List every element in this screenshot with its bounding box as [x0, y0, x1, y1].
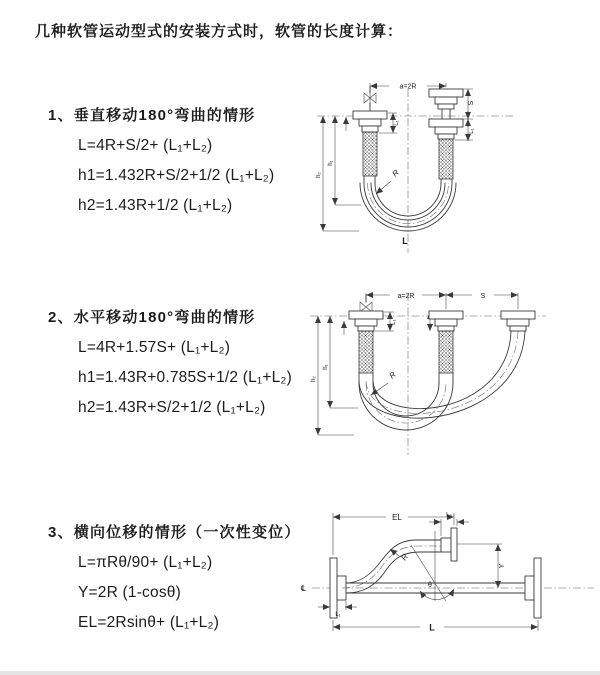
section-1-title: 垂直移动180°弯曲的情形: [73, 107, 256, 124]
radius-label: R: [387, 369, 398, 381]
centerline-symbol: ℄: [301, 584, 307, 593]
braided-section: [439, 331, 453, 373]
dimension-y: [457, 544, 506, 588]
section-2-heading: [48, 306, 292, 327]
section-1-formulas: [78, 131, 274, 221]
upper-flange-displaced: [441, 528, 457, 561]
section-3: [48, 521, 301, 638]
section-1-number: 1、: [48, 107, 74, 124]
dimension-el: [333, 513, 454, 555]
section-2: [48, 306, 292, 423]
braided-section: [363, 132, 377, 176]
formula-length: L=4R+1.57S+ (L₁+L₂): [78, 339, 231, 356]
formula-length: L=πRθ/90+ (L₁+L₂): [78, 554, 213, 571]
valve-symbol: [360, 295, 372, 312]
radius-callout: [390, 549, 410, 562]
dimension-span-travel: [366, 293, 518, 309]
radius-callout: [376, 168, 401, 194]
middle-fitting: [429, 311, 463, 373]
centerlines: [317, 89, 513, 253]
h1-dim-label: h₁: [328, 160, 334, 166]
section-3-number: 3、: [48, 524, 74, 541]
braided-section: [359, 331, 373, 373]
section-2-formulas: [78, 333, 292, 423]
fitting-dim-label: L₁: [394, 120, 400, 126]
page-bottom-edge: [0, 671, 600, 675]
theta-label: θ: [428, 582, 432, 589]
section-1-heading: [48, 104, 274, 125]
fitting-dim-label: L₁: [469, 128, 475, 134]
formula-h2: h2=1.43R+1/2 (L₁+L₂): [78, 197, 233, 214]
diagram-lateral-s-bend: [298, 503, 598, 648]
section-2-number: 2、: [48, 309, 74, 326]
dimension-fitting-left: [318, 601, 357, 618]
formula-y: Y=2R (1-cosθ): [78, 584, 181, 601]
dimension-heights: [311, 316, 358, 435]
section-2-title: 水平移动180°弯曲的情形: [73, 309, 256, 326]
radius-label: R: [399, 552, 410, 563]
span-dim-label: a=2R: [397, 292, 415, 300]
y-dim-label: Y: [499, 563, 506, 569]
travel-dim-label: S: [468, 100, 475, 106]
right-flange-original: [525, 558, 541, 618]
length-label: L: [429, 622, 435, 633]
dimension-heights: [316, 116, 361, 231]
fitting-dim-label: L₁: [391, 319, 397, 325]
fitting-dim-label: L₁: [335, 612, 341, 618]
radius-callout: [371, 370, 398, 395]
h1-dim-label: h₁: [323, 364, 329, 370]
h2-dim-label: h₂: [311, 376, 317, 382]
left-fitting: [346, 111, 387, 176]
formula-h2: h2=1.43R+S/2+1/2 (L₁+L₂): [78, 399, 266, 416]
right-fitting-lower: [429, 119, 463, 179]
radius-label: R: [390, 167, 401, 179]
el-dim-label: EL: [392, 513, 402, 522]
braided-section: [439, 139, 453, 179]
formula-el: EL=2Rsinθ+ (L₁+L₂): [78, 614, 220, 631]
length-label: L: [402, 236, 408, 246]
right-fitting-upper: [429, 89, 463, 119]
right-fitting-shifted: [501, 311, 535, 331]
section-3-title: 横向位移的情形（一次性变位）: [73, 524, 301, 541]
page-title: 几种软管运动型式的安装方式时，软管的长度计算：: [35, 23, 404, 40]
span-dim-label: a=2R: [399, 83, 417, 91]
formula-length: L=4R+S/2+ (L₁+L₂): [78, 137, 213, 154]
travel-dim-label: S: [480, 292, 486, 300]
dimension-length: [333, 620, 538, 633]
formula-h1: h1=1.432R+S/2+1/2 (L₁+L₂): [78, 167, 275, 184]
formula-h1: h1=1.43R+0.785S+1/2 (L₁+L₂): [78, 369, 292, 386]
section-3-formulas: [78, 548, 301, 638]
left-fitting: [344, 311, 383, 373]
h2-dim-label: h₂: [316, 172, 322, 178]
fitting-dim-label: L₂: [446, 512, 452, 519]
section-3-heading: [48, 521, 301, 542]
diagram-vertical-u-bend: [313, 73, 593, 255]
section-1: [48, 104, 274, 221]
hose-s-curve: [342, 540, 441, 593]
diagram-horizontal-u-bend: [306, 283, 598, 458]
